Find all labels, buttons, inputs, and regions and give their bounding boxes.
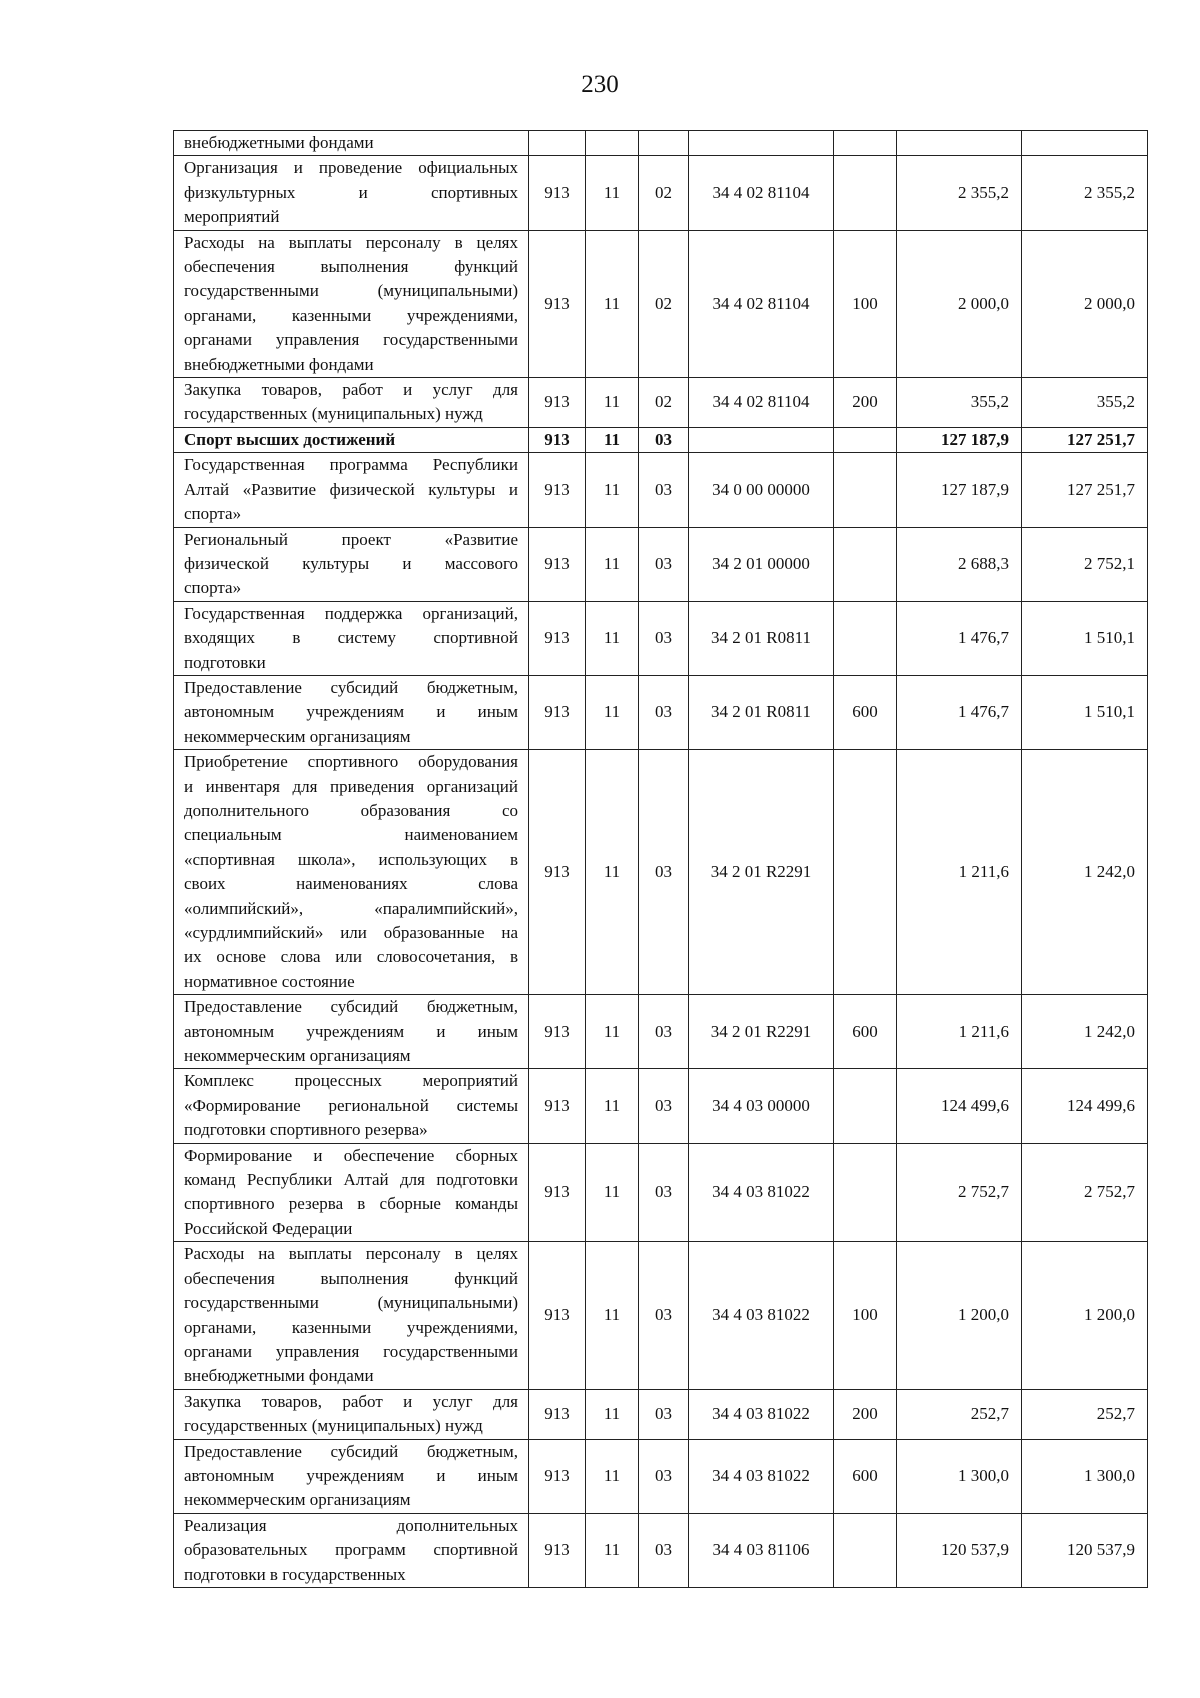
table-row bbox=[174, 1143, 1148, 1242]
page-number: 230 bbox=[581, 71, 619, 98]
gr-cell: 913 bbox=[529, 156, 586, 230]
gr-cell bbox=[529, 131, 586, 156]
row-name-line: государственными (муниципальными) bbox=[184, 1293, 518, 1313]
table-row bbox=[174, 1242, 1148, 1389]
row-name-cell bbox=[174, 675, 529, 749]
row-name-line: государственных (муниципальных) нужд bbox=[184, 404, 483, 424]
amount-2-cell: 120 537,9 bbox=[1022, 1513, 1148, 1587]
row-name-line: органами, казенными учреждениями, bbox=[184, 305, 518, 325]
gr-cell: 913 bbox=[529, 750, 586, 995]
amount-1-cell: 127 187,9 bbox=[897, 453, 1022, 527]
row-name-cell bbox=[174, 453, 529, 527]
amount-1-cell: 120 537,9 bbox=[897, 1513, 1022, 1587]
row-name-line: дополнительного образования со bbox=[184, 800, 518, 820]
amount-1-cell: 124 499,6 bbox=[897, 1069, 1022, 1143]
csr-cell: 34 4 03 81022 bbox=[689, 1389, 834, 1439]
vr-cell: 600 bbox=[834, 995, 897, 1069]
row-name-line: «Формирование региональной системы bbox=[184, 1095, 518, 1115]
csr-cell: 34 4 03 81022 bbox=[689, 1143, 834, 1242]
amount-2-cell: 2 752,1 bbox=[1022, 527, 1148, 601]
vr-cell: 600 bbox=[834, 675, 897, 749]
amount-2-cell bbox=[1022, 131, 1148, 156]
pr-cell: 03 bbox=[639, 750, 689, 995]
amount-2-cell: 1 510,1 bbox=[1022, 601, 1148, 675]
rz-cell: 11 bbox=[586, 1439, 639, 1513]
rz-cell: 11 bbox=[586, 230, 639, 377]
row-name-line: внебюджетными фондами bbox=[184, 1366, 374, 1386]
row-name-line: «спортивная школа», использующих в bbox=[184, 849, 518, 869]
csr-cell: 34 0 00 00000 bbox=[689, 453, 834, 527]
rz-cell: 11 bbox=[586, 427, 639, 452]
amount-1-cell: 2 688,3 bbox=[897, 527, 1022, 601]
pr-cell: 02 bbox=[639, 156, 689, 230]
row-name-line: Алтай «Развитие физической культуры и bbox=[184, 479, 518, 499]
row-name-line: государственных (муниципальных) нужд bbox=[184, 1416, 483, 1436]
vr-cell bbox=[834, 131, 897, 156]
row-name-cell bbox=[174, 230, 529, 377]
amount-2-cell: 1 242,0 bbox=[1022, 995, 1148, 1069]
row-name-cell bbox=[174, 427, 529, 452]
rz-cell: 11 bbox=[586, 1143, 639, 1242]
gr-cell: 913 bbox=[529, 995, 586, 1069]
gr-cell: 913 bbox=[529, 378, 586, 428]
amount-1-cell: 1 300,0 bbox=[897, 1439, 1022, 1513]
amount-2-cell: 1 242,0 bbox=[1022, 750, 1148, 995]
rz-cell: 11 bbox=[586, 156, 639, 230]
row-name-line: «сурдлимпийский» или образованные на bbox=[184, 923, 518, 942]
row-name-line: входящих в систему спортивной bbox=[184, 628, 518, 648]
row-name-cell bbox=[174, 378, 529, 428]
row-name-line: Государственная поддержка организаций, bbox=[184, 603, 518, 623]
csr-cell bbox=[689, 427, 834, 452]
csr-cell: 34 4 03 00000 bbox=[689, 1069, 834, 1143]
row-name-line: Региональный проект «Развитие bbox=[184, 529, 518, 549]
amount-2-cell: 2 752,7 bbox=[1022, 1143, 1148, 1242]
row-name-line: физкультурных и спортивных bbox=[184, 182, 518, 202]
row-name-line: органами управления государственными bbox=[184, 330, 518, 350]
amount-1-cell: 2 752,7 bbox=[897, 1143, 1022, 1242]
vr-cell: 200 bbox=[834, 378, 897, 428]
row-name-line: органами управления государственными bbox=[184, 1341, 518, 1361]
table-row bbox=[174, 156, 1148, 230]
amount-2-cell: 124 499,6 bbox=[1022, 1069, 1148, 1143]
row-name-line: некоммерческим организациям bbox=[184, 1490, 411, 1510]
amount-1-cell: 1 200,0 bbox=[897, 1242, 1022, 1389]
row-name-line: «олимпийский», «паралимпийский», bbox=[184, 898, 518, 918]
csr-cell: 34 2 01 00000 bbox=[689, 527, 834, 601]
rz-cell: 11 bbox=[586, 378, 639, 428]
table-row bbox=[174, 995, 1148, 1069]
table-row bbox=[174, 675, 1148, 749]
row-name-cell bbox=[174, 601, 529, 675]
vr-cell bbox=[834, 527, 897, 601]
budget-table-body bbox=[174, 131, 1148, 1588]
pr-cell: 03 bbox=[639, 1389, 689, 1439]
row-name-line: Формирование и обеспечение сборных bbox=[184, 1145, 518, 1165]
rz-cell: 11 bbox=[586, 527, 639, 601]
pr-cell: 03 bbox=[639, 995, 689, 1069]
row-name-cell bbox=[174, 131, 529, 156]
table-row bbox=[174, 750, 1148, 995]
row-name-cell bbox=[174, 1242, 529, 1389]
vr-cell bbox=[834, 427, 897, 452]
row-name-line: и инвентаря для приведения организаций bbox=[184, 776, 518, 796]
pr-cell: 03 bbox=[639, 1143, 689, 1242]
vr-cell bbox=[834, 601, 897, 675]
csr-cell: 34 4 03 81022 bbox=[689, 1439, 834, 1513]
vr-cell bbox=[834, 156, 897, 230]
amount-2-cell: 2 355,2 bbox=[1022, 156, 1148, 230]
row-name-cell bbox=[174, 1439, 529, 1513]
amount-1-cell: 1 476,7 bbox=[897, 601, 1022, 675]
gr-cell: 913 bbox=[529, 230, 586, 377]
pr-cell: 03 bbox=[639, 1069, 689, 1143]
rz-cell: 11 bbox=[586, 675, 639, 749]
row-name-line: Закупка товаров, работ и услуг для bbox=[184, 1391, 518, 1411]
gr-cell: 913 bbox=[529, 427, 586, 452]
row-name-line: Комплекс процессных мероприятий bbox=[184, 1071, 518, 1091]
gr-cell: 913 bbox=[529, 1439, 586, 1513]
table-row bbox=[174, 1389, 1148, 1439]
gr-cell: 913 bbox=[529, 1143, 586, 1242]
amount-2-cell: 1 200,0 bbox=[1022, 1242, 1148, 1389]
row-name-cell bbox=[174, 527, 529, 601]
pr-cell: 03 bbox=[639, 527, 689, 601]
amount-1-cell: 355,2 bbox=[897, 378, 1022, 428]
row-name-line: внебюджетными фондами bbox=[184, 133, 374, 152]
table-row bbox=[174, 527, 1148, 601]
row-name-line: специальным наименованием bbox=[184, 825, 518, 845]
amount-2-cell: 1 510,1 bbox=[1022, 675, 1148, 749]
csr-cell: 34 2 01 R0811 bbox=[689, 601, 834, 675]
row-name-line: некоммерческим организациям bbox=[184, 1046, 411, 1066]
gr-cell: 913 bbox=[529, 601, 586, 675]
row-name-line: Реализация дополнительных bbox=[184, 1515, 518, 1535]
row-name-line: Приобретение спортивного оборудования bbox=[184, 752, 518, 772]
amount-1-cell: 2 355,2 bbox=[897, 156, 1022, 230]
row-name-line: спорта» bbox=[184, 578, 242, 598]
row-name-line: автономным учреждениям и иным bbox=[184, 1021, 518, 1041]
rz-cell bbox=[586, 131, 639, 156]
amount-1-cell: 127 187,9 bbox=[897, 427, 1022, 452]
pr-cell: 03 bbox=[639, 675, 689, 749]
vr-cell: 100 bbox=[834, 230, 897, 377]
vr-cell bbox=[834, 1069, 897, 1143]
amount-1-cell: 1 476,7 bbox=[897, 675, 1022, 749]
pr-cell: 03 bbox=[639, 1439, 689, 1513]
pr-cell: 02 bbox=[639, 378, 689, 428]
vr-cell bbox=[834, 1513, 897, 1587]
pr-cell: 03 bbox=[639, 601, 689, 675]
row-name-line: Предоставление субсидий бюджетным, bbox=[184, 1441, 518, 1461]
pr-cell: 03 bbox=[639, 453, 689, 527]
row-name-line: органами, казенными учреждениями, bbox=[184, 1317, 518, 1337]
row-name-cell bbox=[174, 995, 529, 1069]
rz-cell: 11 bbox=[586, 995, 639, 1069]
vr-cell bbox=[834, 453, 897, 527]
csr-cell bbox=[689, 131, 834, 156]
csr-cell: 34 2 01 R2291 bbox=[689, 750, 834, 995]
row-name-line: Российской Федерации bbox=[184, 1218, 353, 1238]
row-name-line: подготовки спортивного резерва» bbox=[184, 1120, 428, 1140]
row-name-line: обеспечения выполнения функций bbox=[184, 1268, 518, 1288]
rz-cell: 11 bbox=[586, 453, 639, 527]
table-row bbox=[174, 427, 1148, 452]
row-name-line: Закупка товаров, работ и услуг для bbox=[184, 380, 518, 400]
csr-cell: 34 4 02 81104 bbox=[689, 156, 834, 230]
row-name-line: спорта» bbox=[184, 504, 242, 524]
row-name-line: Организация и проведение официальных bbox=[184, 158, 518, 178]
row-name-line: образовательных программ спортивной bbox=[184, 1540, 518, 1560]
vr-cell: 600 bbox=[834, 1439, 897, 1513]
table-row bbox=[174, 378, 1148, 428]
row-name-line: Предоставление субсидий бюджетным, bbox=[184, 997, 518, 1017]
row-name-line: обеспечения выполнения функций bbox=[184, 257, 518, 277]
amount-1-cell: 2 000,0 bbox=[897, 230, 1022, 377]
gr-cell: 913 bbox=[529, 1513, 586, 1587]
row-name-line: Расходы на выплаты персоналу в целях bbox=[184, 232, 518, 252]
row-name-line: подготовки в государственных bbox=[184, 1564, 406, 1584]
rz-cell: 11 bbox=[586, 1069, 639, 1143]
rz-cell: 11 bbox=[586, 1242, 639, 1389]
row-name-cell bbox=[174, 1389, 529, 1439]
table-row bbox=[174, 1439, 1148, 1513]
row-name-line: внебюджетными фондами bbox=[184, 354, 374, 374]
row-name-line: государственными (муниципальными) bbox=[184, 281, 518, 301]
gr-cell: 913 bbox=[529, 453, 586, 527]
csr-cell: 34 2 01 R0811 bbox=[689, 675, 834, 749]
vr-cell: 200 bbox=[834, 1389, 897, 1439]
pr-cell: 03 bbox=[639, 427, 689, 452]
pr-cell: 03 bbox=[639, 1513, 689, 1587]
vr-cell bbox=[834, 1143, 897, 1242]
row-name-cell bbox=[174, 156, 529, 230]
row-name-line: команд Республики Алтай для подготовки bbox=[184, 1170, 518, 1190]
row-name-line: подготовки bbox=[184, 652, 266, 672]
table-row bbox=[174, 1069, 1148, 1143]
row-name-line: своих наименованиях слова bbox=[184, 874, 518, 894]
row-name-line: Государственная программа Республики bbox=[184, 455, 518, 475]
csr-cell: 34 4 03 81022 bbox=[689, 1242, 834, 1389]
row-name-line: нормативное состояние bbox=[184, 971, 355, 991]
gr-cell: 913 bbox=[529, 1069, 586, 1143]
table-row bbox=[174, 453, 1148, 527]
amount-2-cell: 252,7 bbox=[1022, 1389, 1148, 1439]
amount-1-cell: 252,7 bbox=[897, 1389, 1022, 1439]
table-row bbox=[174, 230, 1148, 377]
vr-cell: 100 bbox=[834, 1242, 897, 1389]
row-name-cell bbox=[174, 750, 529, 995]
row-name-line: Спорт высших достижений bbox=[184, 429, 396, 449]
gr-cell: 913 bbox=[529, 527, 586, 601]
row-name-line: мероприятий bbox=[184, 207, 280, 227]
rz-cell: 11 bbox=[586, 1513, 639, 1587]
gr-cell: 913 bbox=[529, 675, 586, 749]
pr-cell: 02 bbox=[639, 230, 689, 377]
budget-table bbox=[173, 130, 1148, 1588]
rz-cell: 11 bbox=[586, 1389, 639, 1439]
row-name-line: автономным учреждениям и иным bbox=[184, 1465, 518, 1485]
amount-1-cell bbox=[897, 131, 1022, 156]
vr-cell bbox=[834, 750, 897, 995]
amount-1-cell: 1 211,6 bbox=[897, 995, 1022, 1069]
gr-cell: 913 bbox=[529, 1242, 586, 1389]
csr-cell: 34 4 03 81106 bbox=[689, 1513, 834, 1587]
table-row bbox=[174, 601, 1148, 675]
amount-2-cell: 1 300,0 bbox=[1022, 1439, 1148, 1513]
row-name-line: спортивного резерва в сборные команды bbox=[184, 1194, 518, 1214]
gr-cell: 913 bbox=[529, 1389, 586, 1439]
amount-2-cell: 2 000,0 bbox=[1022, 230, 1148, 377]
pr-cell: 03 bbox=[639, 1242, 689, 1389]
row-name-line: их основе слова или словосочетания, в bbox=[184, 947, 518, 967]
table-row bbox=[174, 131, 1148, 156]
csr-cell: 34 2 01 R2291 bbox=[689, 995, 834, 1069]
row-name-line: некоммерческим организациям bbox=[184, 726, 411, 746]
amount-2-cell: 127 251,7 bbox=[1022, 453, 1148, 527]
row-name-line: Предоставление субсидий бюджетным, bbox=[184, 677, 518, 697]
row-name-cell bbox=[174, 1513, 529, 1587]
csr-cell: 34 4 02 81104 bbox=[689, 378, 834, 428]
row-name-line: Расходы на выплаты персоналу в целях bbox=[184, 1244, 518, 1264]
csr-cell: 34 4 02 81104 bbox=[689, 230, 834, 377]
amount-2-cell: 127 251,7 bbox=[1022, 427, 1148, 452]
amount-2-cell: 355,2 bbox=[1022, 378, 1148, 428]
table-row bbox=[174, 1513, 1148, 1587]
rz-cell: 11 bbox=[586, 601, 639, 675]
pr-cell bbox=[639, 131, 689, 156]
amount-1-cell: 1 211,6 bbox=[897, 750, 1022, 995]
row-name-line: физической культуры и массового bbox=[184, 553, 518, 573]
rz-cell: 11 bbox=[586, 750, 639, 995]
row-name-cell bbox=[174, 1069, 529, 1143]
row-name-cell bbox=[174, 1143, 529, 1242]
row-name-line: автономным учреждениям и иным bbox=[184, 702, 518, 722]
